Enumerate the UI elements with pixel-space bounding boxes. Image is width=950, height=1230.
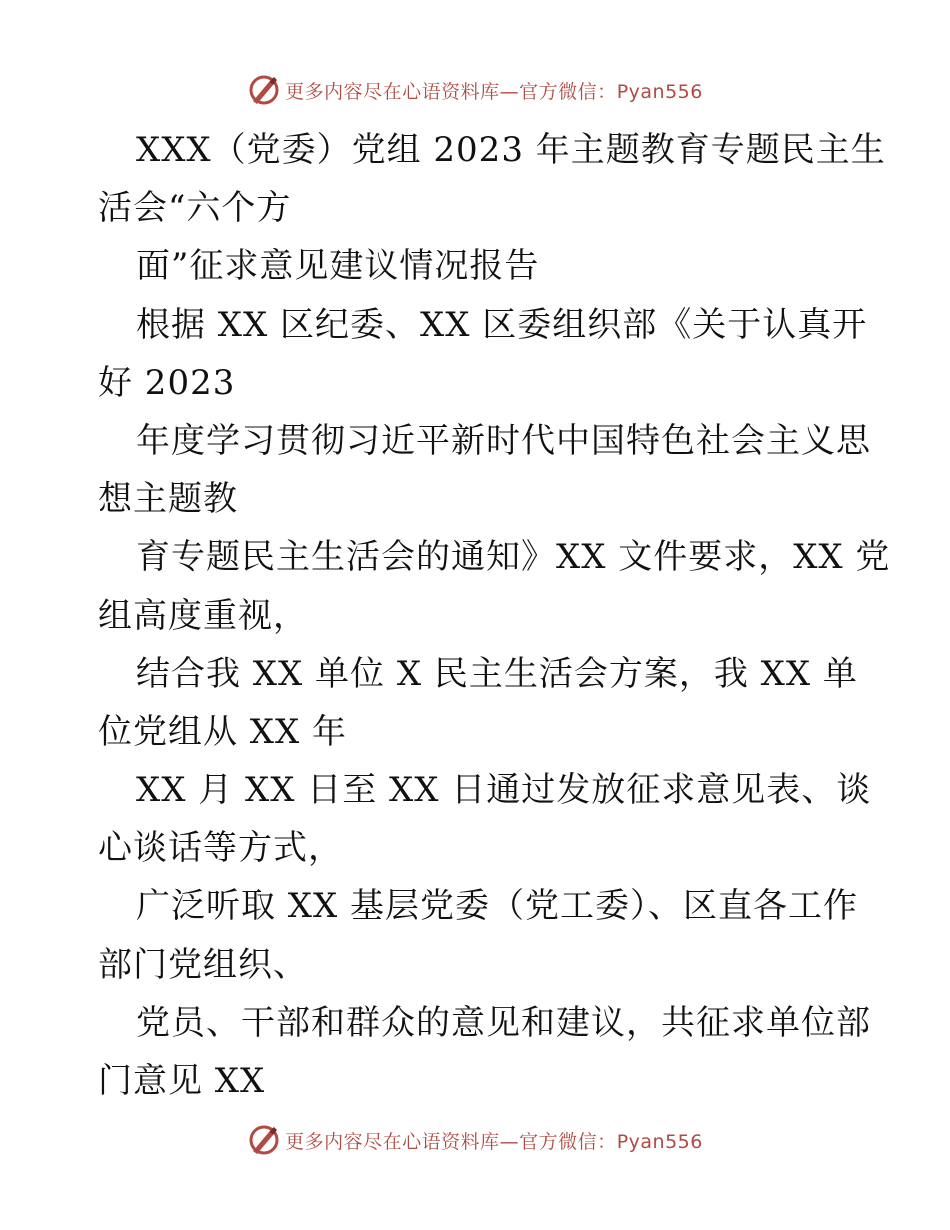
title-line: 面”征求意见建议情况报告 bbox=[136, 246, 540, 287]
pen-logo-icon bbox=[247, 1123, 281, 1157]
paragraph-line: 结合我 XX 单位 X 民主生活会方案，我 XX 单 bbox=[136, 653, 858, 694]
paragraph-line: 部门党组织、 bbox=[98, 944, 308, 985]
paragraph-line: 年度学习贯彻习近平新时代中国特色社会主义思 bbox=[136, 420, 871, 461]
header-banner bbox=[0, 70, 950, 110]
paragraph-line: 组高度重视， bbox=[98, 595, 308, 636]
title-line: XXX（党委）党组 2023 年主题教育专题民主生 bbox=[136, 130, 886, 170]
paragraph-line: 广泛听取 XX 基层党委（党工委）、区直各工作 bbox=[136, 886, 859, 927]
footer-banner bbox=[0, 1120, 950, 1160]
paragraph-line: XX 月 XX 日至 XX 日通过发放征求意见表、谈 bbox=[136, 770, 872, 811]
title-line: 活会“六个方 bbox=[98, 188, 292, 229]
pen-logo-icon bbox=[247, 73, 281, 107]
paragraph-line: 想主题教 bbox=[98, 479, 238, 520]
paragraph-line: 心谈话等方式， bbox=[98, 828, 343, 869]
paragraph-line: 根据 XX 区纪委、XX 区委组织部《关于认真开 bbox=[136, 304, 868, 345]
paragraph-line: 门意见 XX bbox=[98, 1061, 266, 1101]
paragraph-line: 好 2023 bbox=[98, 362, 236, 403]
paragraph-line: 党员、干部和群众的意见和建议，共征求单位部 bbox=[136, 1002, 871, 1043]
paragraph-line: 育专题民主生活会的通知》XX 文件要求，XX 党 bbox=[136, 537, 891, 578]
header-banner-text: 更多内容尽在心语资料库—官方微信：Pyan556 bbox=[285, 80, 703, 103]
footer-banner-text: 更多内容尽在心语资料库—官方微信：Pyan556 bbox=[285, 1130, 703, 1153]
document-body bbox=[98, 121, 891, 1110]
paragraph-line: 位党组从 XX 年 bbox=[98, 711, 348, 752]
